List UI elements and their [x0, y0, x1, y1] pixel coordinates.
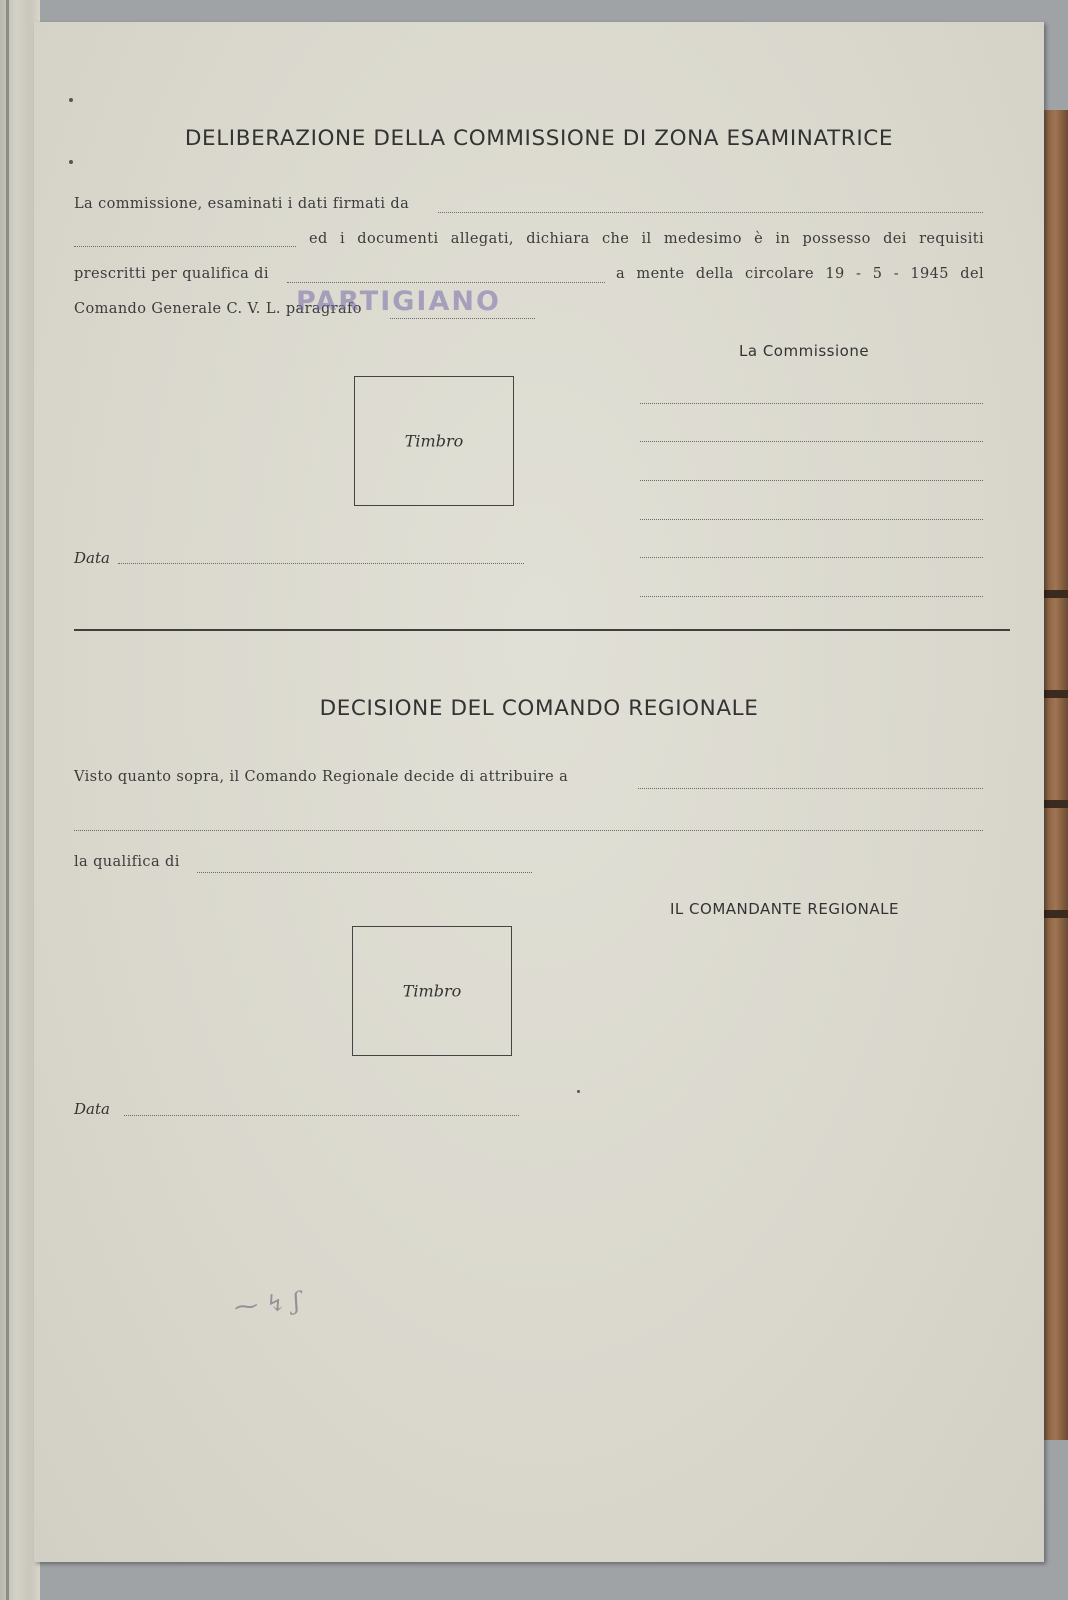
commission-line-2: ed i documenti allegati, dichiara che il medesimo è in possesso dei requisiti — [309, 231, 984, 247]
commission-signature-6[interactable] — [640, 596, 983, 597]
commission-signature-2[interactable] — [640, 441, 983, 442]
form-page — [34, 22, 1044, 1562]
regional-stamp-box — [352, 926, 512, 1056]
assign-to-continuation-field[interactable] — [74, 830, 983, 831]
commission-title: DELIBERAZIONE DELLA COMMISSIONE DI ZONA ESAMINATRICE — [184, 126, 894, 151]
ink-speck — [69, 98, 73, 102]
commander-label: IL COMANDANTE REGIONALE — [670, 900, 899, 918]
commission-signature-3[interactable] — [640, 480, 983, 481]
commission-label: La Commissione — [739, 342, 870, 360]
regional-date-field[interactable] — [124, 1115, 519, 1116]
commission-signature-5[interactable] — [640, 557, 983, 558]
commission-signature-4[interactable] — [640, 519, 983, 520]
commission-signature-1[interactable] — [640, 403, 983, 404]
paragraph-field[interactable] — [390, 318, 535, 319]
right-page-edges — [1043, 110, 1068, 1440]
assign-to-field[interactable] — [638, 788, 983, 789]
commission-line-3a: prescritti per qualifica di — [74, 266, 269, 282]
name-continuation-field[interactable] — [74, 246, 296, 247]
regional-date-label: Data — [74, 1100, 110, 1118]
commission-line-4: Comando Generale C. V. L. paragrafo — [74, 301, 362, 317]
qualification-field[interactable] — [287, 282, 605, 283]
signed-by-field[interactable] — [438, 212, 983, 213]
ink-speck — [577, 1090, 580, 1093]
regional-qualification-field[interactable] — [197, 872, 532, 873]
commission-stamp-box — [354, 376, 514, 506]
commission-date-field[interactable] — [118, 563, 524, 564]
regional-title: DECISIONE DEL COMANDO REGIONALE — [319, 696, 759, 721]
regional-line-1: Visto quanto sopra, il Comando Regionale decide di attribuire a — [74, 769, 569, 785]
regional-stamp-label: Timbro — [402, 981, 462, 1001]
section-divider — [74, 629, 1010, 631]
ink-speck — [69, 160, 73, 164]
pencil-mark: ⁓ ↯ ʃ — [232, 1286, 302, 1322]
commission-line-3b: a mente della circolare 19 - 5 - 1945 del — [616, 266, 984, 282]
partigiano-stamp: PARTIGIANO — [296, 286, 501, 317]
commission-stamp-label: Timbro — [404, 431, 464, 451]
commission-date-label: Data — [74, 549, 110, 567]
regional-line-2: la qualifica di — [74, 854, 180, 870]
commission-line-1: La commissione, esaminati i dati firmati da — [74, 196, 410, 212]
